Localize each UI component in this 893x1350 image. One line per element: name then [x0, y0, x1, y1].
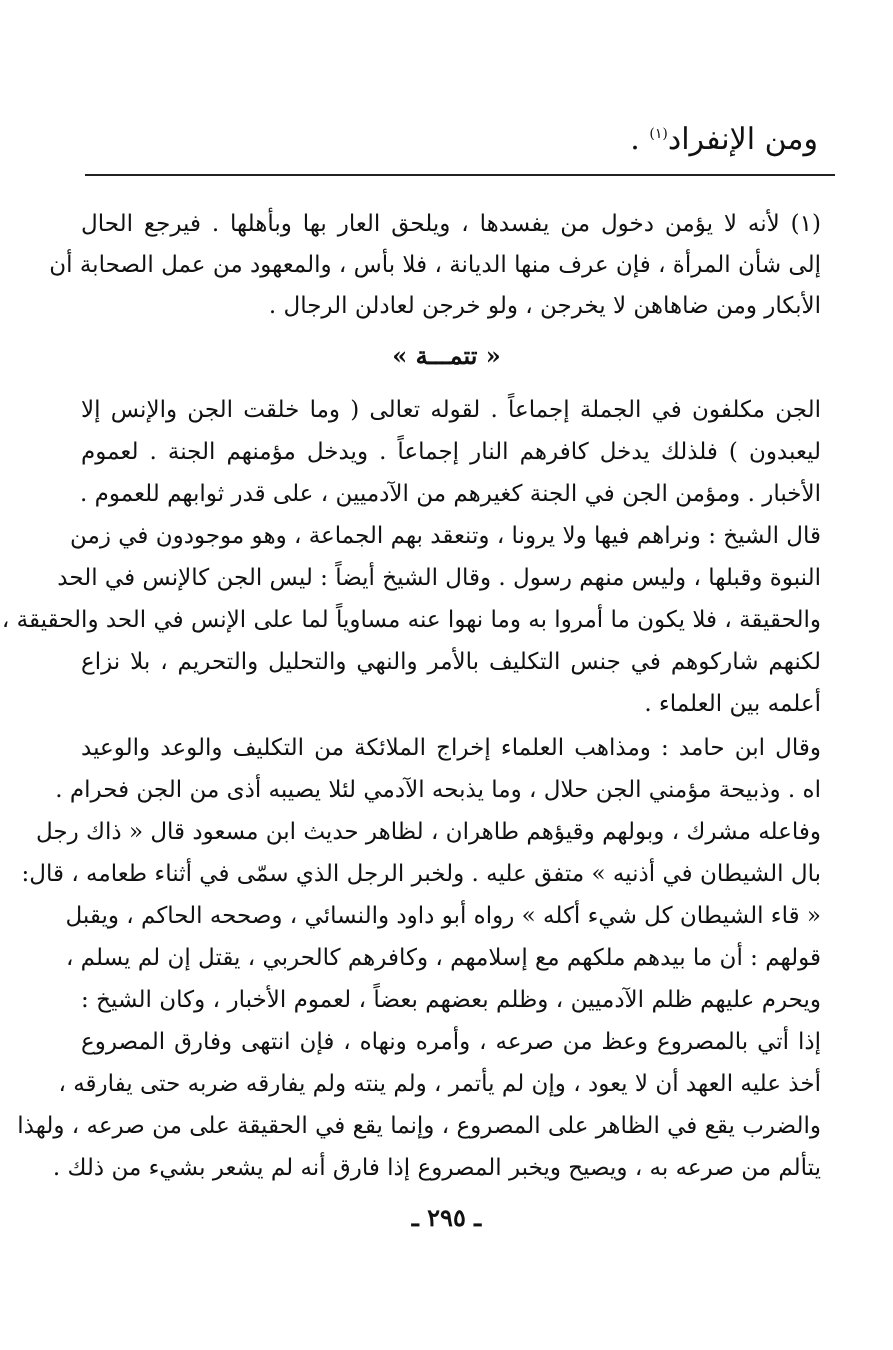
section-title: « تتمـــة » — [392, 341, 501, 370]
continued-text-line — [458, 110, 818, 158]
paragraph-line: النبوة وقبلها ، وليس منهم رسول . وقال الشيخ أيضاً : ليس الجن كالإنس في الحد — [57, 565, 821, 591]
paragraph-line: الجن مكلفون في الجملة إجماعاً . لقوله تعالى ( وما خلقت الجن والإنس إلا — [81, 397, 821, 423]
paragraph-line: والحقيقة ، فلا يكون ما أمروا به وما نهوا عنه مساوياً لما على الإنس في الحد والحقيقة ، — [1, 607, 821, 633]
paragraph-line: بال الشيطان في أذنيه » متفق عليه . ولخبر الرجل الذي سمّى في أثناء طعامه ، قال: — [21, 861, 821, 887]
paragraph-line: ويحرم عليهم ظلم الآدميين ، وظلم بعضهم بعضاً ، لعموم الأخبار ، وكان الشيخ : — [81, 987, 821, 1013]
footnote-separator — [85, 174, 835, 176]
paragraph-line: أخذ عليه العهد أن لا يعود ، وإن لم يأتمر ، ولم ينته ولم يفارقه ضربه حتى يفارقه ، — [58, 1071, 821, 1097]
continued-text-end: . — [630, 122, 650, 157]
paragraph-line: « قاء الشيطان كل شيء أكله » رواه أبو داود والنسائي ، وصححه الحاكم ، ويقبل — [65, 903, 821, 929]
paragraph-line: ليعبدون ) فلذلك يدخل كافرهم النار إجماعاً . ويدخل مؤمنهم الجنة . لعموم — [81, 439, 821, 465]
footnote-line: (١) لأنه لا يؤمن دخول من يفسدها ، ويلحق العار بها وبأهلها . فيرجع الحال — [81, 211, 821, 237]
paragraph-line: أعلمه بين العلماء . — [644, 691, 821, 717]
page-number: ـ ٢٩٥ ـ — [411, 1203, 482, 1232]
paragraph-line: قال الشيخ : ونراهم فيها ولا يرونا ، وتنعقد بهم الجماعة ، وهو موجودون في زمن — [69, 523, 821, 549]
paragraph-line: قولهم : أن ما بيدهم ملكهم مع إسلامهم ، وكافرهم كالحربي ، يقتل إن لم يسلم ، — [65, 945, 821, 971]
footnote-marker: (١) — [649, 126, 668, 142]
paragraph-line: والضرب يقع في الظاهر على المصروع ، وإنما يقع في الحقيقة على من صرعه ، ولهذا — [17, 1113, 821, 1139]
paragraph-line: لكنهم شاركوهم في جنس التكليف بالأمر والنهي والتحليل والتحريم ، بلا نزاع — [81, 649, 821, 675]
continued-text: ومن الإنفراد — [667, 122, 818, 157]
paragraph-line: إذا أتي بالمصروع وعظ من صرعه ، وأمره ونهاه ، فإن انتهى وفارق المصروع — [81, 1029, 821, 1055]
paragraph-line: وفاعله مشرك ، وبولهم وقيؤهم طاهران ، لظاهر حديث ابن مسعود قال « ذاك رجل — [36, 819, 821, 845]
footnote-line: إلى شأن المرأة ، فإن عرف منها الديانة ، فلا بأس ، والمعهود من عمل الصحابة أن — [49, 252, 821, 278]
footnote-line: الأبكار ومن ضاهاهن لا يخرجن ، ولو خرجن لعادلن الرجال . — [268, 293, 821, 319]
paragraph-line: الأخبار . ومؤمن الجن في الجنة كغيرهم من الآدميين ، على قدر ثوابهم للعموم . — [80, 481, 821, 507]
paragraph-line: اه . وذبيحة مؤمني الجن حلال ، وما يذبحه الآدمي لئلا يصيبه أذى من الجن فحرام . — [55, 777, 821, 803]
paragraph-line: وقال ابن حامد : ومذاهب العلماء إخراج الملائكة من التكليف والوعد والوعيد — [81, 735, 821, 761]
paragraph-line: يتألم من صرعه به ، ويصيح ويخبر المصروع إذا فارق أنه لم يشعر بشيء من ذلك . — [52, 1155, 821, 1181]
